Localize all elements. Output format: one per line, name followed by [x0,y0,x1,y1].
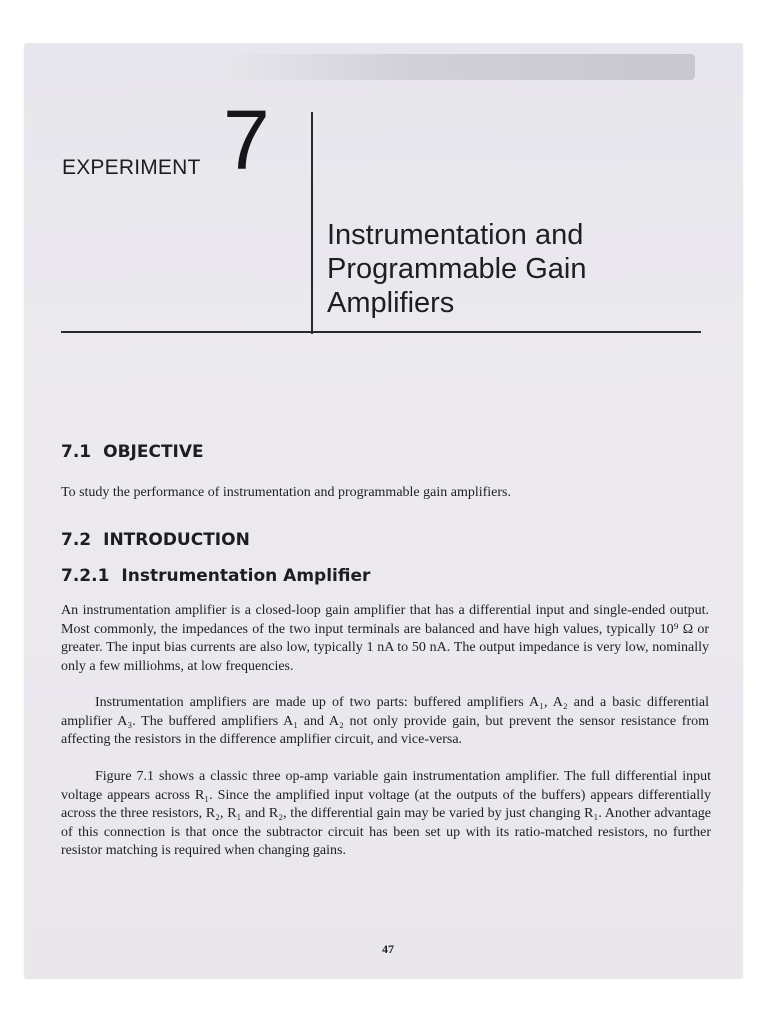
chapter-title-line: Amplifiers [327,287,455,319]
horizontal-divider [61,331,701,333]
chapter-title [327,218,667,320]
running-header-shadow [225,54,695,80]
section-heading-objective [61,442,204,462]
paragraph: Instrumentation amplifiers are made up of two parts: buffered amplifiers A₁, A₂ and a basic differential amplifier A₃. The buffered amplifiers A₁ and A₂ not only provide gain, but prevent the sensor resistance from affecting the resistors in the difference amplifier circuit, and vice-versa. [61,695,709,747]
experiment-number: 7 [223,93,270,187]
paragraph: An instrumentation amplifier is a closed-loop gain amplifier that has a differential input and single-ended output. Most commonly, the impedances of the two input terminals are balanced and have high values, typically 10⁹ Ω or greater. The input bias currents are also low, typically 1 nA to 50 nA. The output impedance is very low, nominally only a few milliohms, at low frequencies. [61,603,709,674]
subsection-heading [61,566,370,586]
experiment-label: EXPERIMENT [62,156,201,179]
section-number: 7.2 [61,530,92,550]
subsection-title: Instrumentation Amplifier [121,566,371,586]
document-page [25,44,742,978]
chapter-title-line: Programmable Gain [327,253,587,285]
section-title: OBJECTIVE [103,442,204,462]
objective-text: To study the performance of instrumentation and programmable gain amplifiers. [61,485,511,500]
page-number: 47 [382,942,394,956]
vertical-divider [311,112,313,334]
section-heading-introduction [61,530,250,550]
section-number: 7.1 [61,442,92,462]
paragraph: Figure 7.1 shows a classic three op-amp variable gain instrumentation amplifier. The full differential input voltage appears across R₁. Since the amplified input voltage (at the outputs of the buffers) appears differentially across the three resistors, R₂, R₁ and R₂, the differential gain may be varied by just changing R₁. Another advantage of this connection is that once the subtractor circuit has been set up with its ratio-matched resistors, no further resistor matching is required when changing gains. [61,769,711,858]
chapter-title-line: Instrumentation and [327,219,584,251]
section-title: INTRODUCTION [103,530,250,550]
subsection-number: 7.2.1 [61,566,110,586]
